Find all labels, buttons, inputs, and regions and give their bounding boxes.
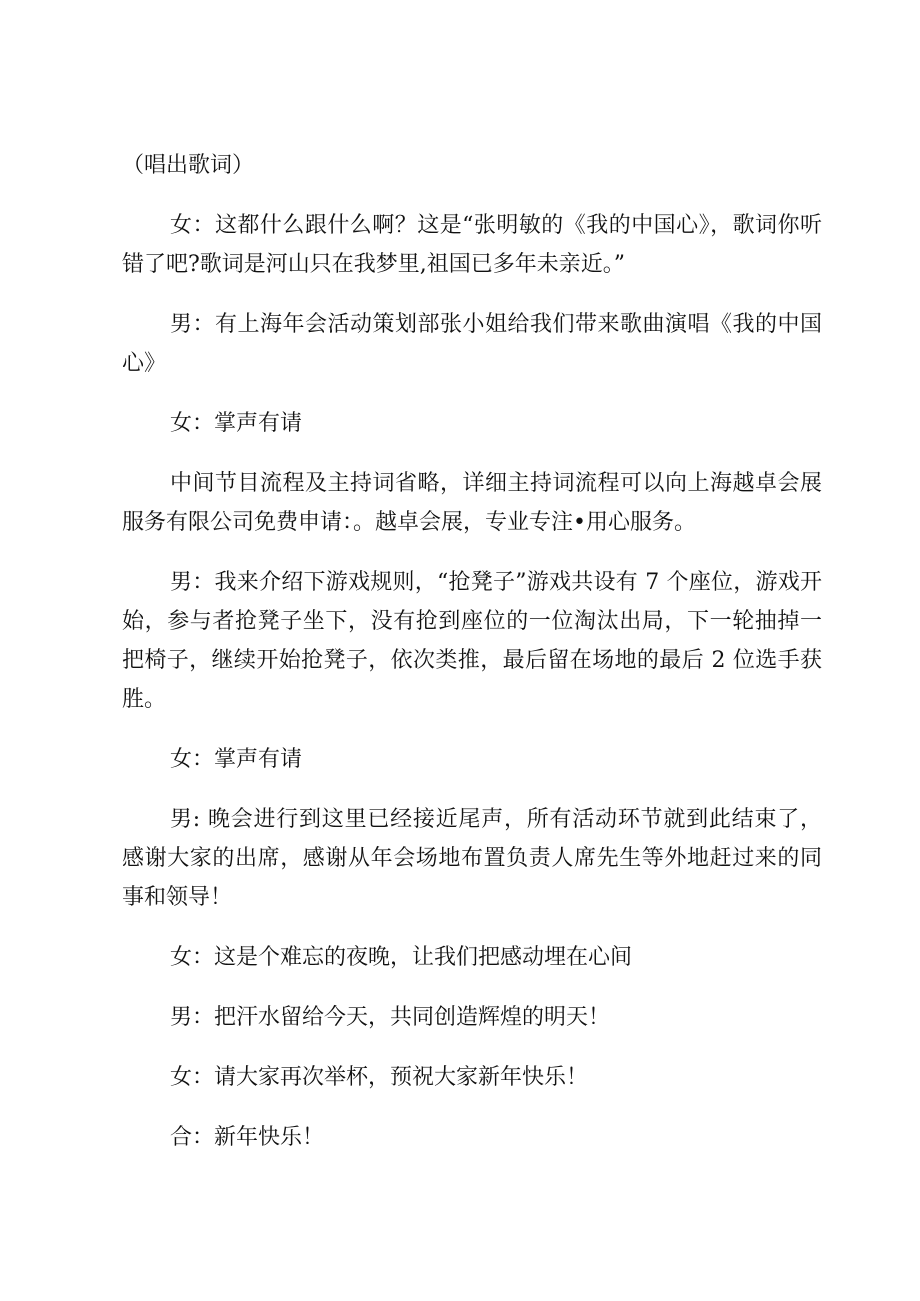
paragraph-female-line-4: 女：这是个难忘的夜晚，让我们把感动埋在心间 — [170, 945, 633, 970]
paragraph-male-closing: 男: 晚会进行到这里已经接近尾声，所有活动环节就到此结束了，感谢大家的出席，感谢从年会场地布置负责人席先生等外地赶过来的同事和领导！ — [122, 807, 822, 910]
paragraph-lyrics-note: （唱出歌词） — [122, 153, 255, 178]
paragraph-male-line-1: 男：有上海年会活动策划部张小姐给我们带来歌曲演唱《我的中国心》 — [122, 312, 822, 376]
paragraph-male-line-2: 男：把汗水留给今天，共同创造辉煌的明天！ — [170, 1005, 611, 1030]
paragraph-female-line-1: 女：这都什么跟什么啊？这是“张明敏的《我的中国心》，歌词你听错了吧?歌词是河山只在我梦里,祖国已多年未亲近。” — [122, 213, 822, 277]
paragraph-female-line-5: 女：请大家再次举杯，预祝大家新年快乐！ — [170, 1065, 589, 1090]
paragraph-female-line-3: 女：掌声有请 — [170, 747, 303, 772]
document-body — [122, 146, 822, 1178]
paragraph-female-line-2: 女：掌声有请 — [170, 411, 303, 436]
paragraph-program-note: 中间节目流程及主持词省略，详细主持词流程可以向上海越卓会展服务有限公司免费申请：。越卓会展，专业专注•用心服务。 — [122, 471, 822, 535]
paragraph-game-rules: 男：我来介绍下游戏规则，“抢凳子”游戏共设有 7 个座位，游戏开始，参与者抢凳子坐下，没有抢到座位的一位淘汰出局，下一轮抽掉一把椅子，继续开始抢凳子，依次类推，最后留在场地的最后 2 位选手获胜。 — [122, 570, 822, 712]
paragraph-together-line: 合：新年快乐！ — [170, 1125, 325, 1150]
